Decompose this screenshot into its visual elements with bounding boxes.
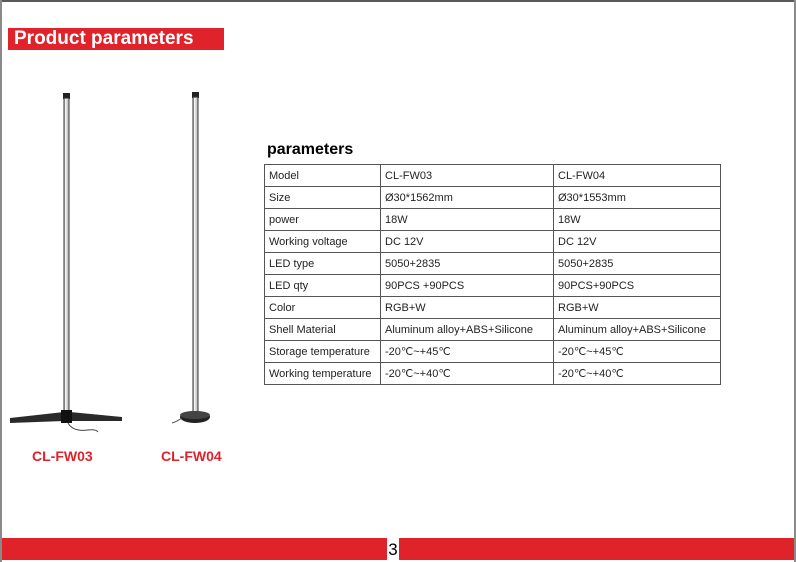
cl-fw04-value-cell: DC 12V	[554, 231, 721, 253]
parameter-name-cell: Size	[265, 187, 381, 209]
parameter-name-cell: Working temperature	[265, 363, 381, 385]
parameters-title: parameters	[267, 141, 354, 158]
cl-fw04-value-cell: RGB+W	[554, 297, 721, 319]
cl-fw03-value-cell: Ø30*1562mm	[381, 187, 554, 209]
table-row	[265, 275, 721, 297]
parameters-table	[264, 164, 721, 385]
parameter-name-cell: Shell Material	[265, 319, 381, 341]
cl-fw03-value-cell: CL-FW03	[381, 165, 554, 187]
lamp-cl-fw03-image	[8, 90, 126, 435]
table-row	[265, 165, 721, 187]
parameter-name-cell: Color	[265, 297, 381, 319]
table-row	[265, 319, 721, 341]
parameter-name-cell: Storage temperature	[265, 341, 381, 363]
footer-bar-right	[399, 538, 794, 560]
cl-fw04-value-cell: Ø30*1553mm	[554, 187, 721, 209]
table-row	[265, 341, 721, 363]
cl-fw03-value-cell: 18W	[381, 209, 554, 231]
table-row	[265, 187, 721, 209]
product-label-cl-fw03: CL-FW03	[32, 448, 93, 464]
table-row	[265, 253, 721, 275]
cl-fw03-value-cell: 5050+2835	[381, 253, 554, 275]
cl-fw03-value-cell: 90PCS +90PCS	[381, 275, 554, 297]
table-row	[265, 363, 721, 385]
page-border-left	[0, 0, 2, 562]
cl-fw04-value-cell: -20℃~+45℃	[554, 341, 721, 363]
cl-fw04-value-cell: Aluminum alloy+ABS+Silicone	[554, 319, 721, 341]
page-border-top	[0, 0, 796, 2]
product-label-cl-fw04: CL-FW04	[161, 448, 222, 464]
cl-fw04-value-cell: CL-FW04	[554, 165, 721, 187]
section-banner: Product parameters	[8, 28, 224, 50]
page-number: 3	[388, 540, 398, 559]
cl-fw04-value-cell: -20℃~+40℃	[554, 363, 721, 385]
lamp-cl-fw04-image	[170, 90, 220, 430]
parameter-name-cell: power	[265, 209, 381, 231]
table-row	[265, 297, 721, 319]
cl-fw03-value-cell: RGB+W	[381, 297, 554, 319]
cl-fw04-value-cell: 5050+2835	[554, 253, 721, 275]
parameter-name-cell: Model	[265, 165, 381, 187]
cl-fw03-value-cell: -20℃~+40℃	[381, 363, 554, 385]
cl-fw04-value-cell: 18W	[554, 209, 721, 231]
cl-fw03-value-cell: -20℃~+45℃	[381, 341, 554, 363]
parameter-name-cell: LED qty	[265, 275, 381, 297]
cl-fw04-value-cell: 90PCS+90PCS	[554, 275, 721, 297]
parameter-name-cell: Working voltage	[265, 231, 381, 253]
parameter-name-cell: LED type	[265, 253, 381, 275]
cl-fw03-value-cell: DC 12V	[381, 231, 554, 253]
cl-fw03-value-cell: Aluminum alloy+ABS+Silicone	[381, 319, 554, 341]
table-row	[265, 231, 721, 253]
table-row	[265, 209, 721, 231]
footer-bar-left	[2, 538, 387, 560]
